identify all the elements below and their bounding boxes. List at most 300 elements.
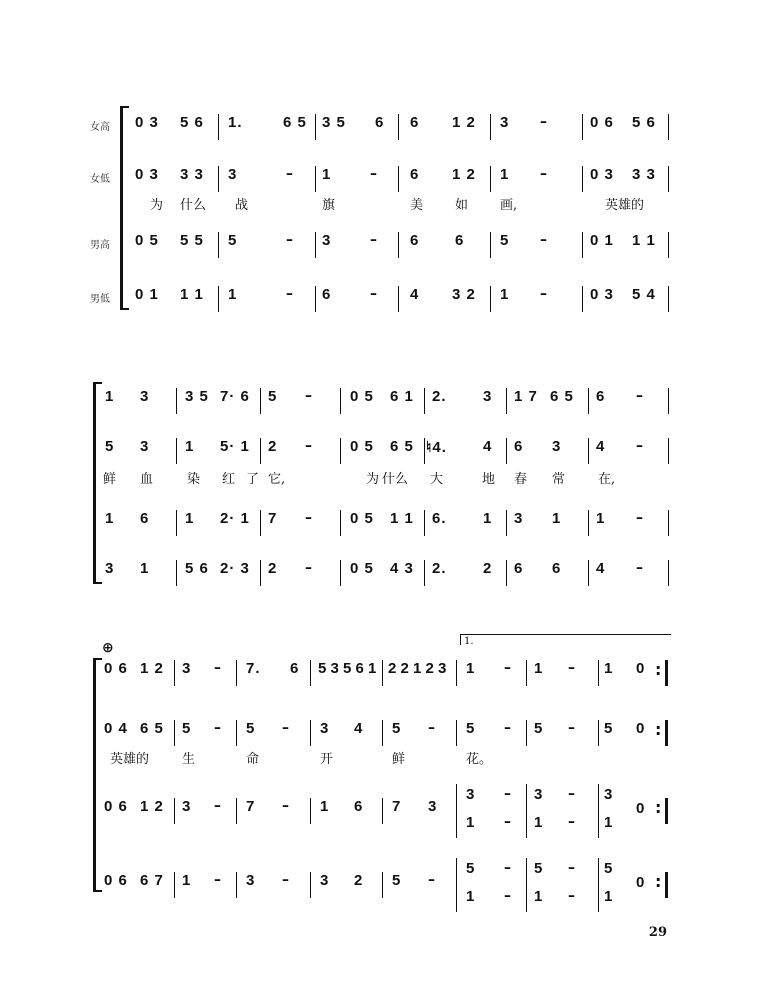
barline bbox=[174, 872, 175, 898]
barline bbox=[176, 560, 177, 586]
lyric: 春 bbox=[514, 472, 528, 487]
note: 0 bbox=[636, 720, 646, 737]
dash: – bbox=[504, 786, 511, 802]
note: 5 4 bbox=[632, 286, 656, 303]
note: 1 bbox=[228, 286, 238, 303]
final-barline bbox=[665, 872, 668, 898]
barline bbox=[260, 388, 261, 414]
dash: – bbox=[370, 286, 377, 302]
bass-row bbox=[0, 560, 762, 584]
barline bbox=[315, 232, 316, 258]
note: 2. bbox=[432, 560, 447, 577]
barline bbox=[506, 560, 507, 586]
barline bbox=[588, 510, 589, 536]
lyric: 常 bbox=[552, 472, 566, 487]
note: 2 bbox=[354, 872, 364, 889]
note: 3 bbox=[140, 388, 150, 405]
barline bbox=[340, 560, 341, 586]
part-label-alto: 女低 bbox=[90, 174, 110, 185]
note: 3 bbox=[500, 114, 510, 131]
barline bbox=[598, 720, 599, 746]
barline bbox=[398, 114, 399, 140]
note: 3 bbox=[428, 798, 438, 815]
barline bbox=[382, 660, 383, 686]
barline bbox=[382, 720, 383, 746]
note: 3 bbox=[105, 560, 115, 577]
barline bbox=[668, 114, 669, 140]
note: 3 3 bbox=[180, 166, 204, 183]
tenor-row bbox=[0, 786, 762, 831]
note: 1 2 bbox=[452, 114, 476, 131]
note: 0 6 bbox=[104, 798, 128, 815]
barline bbox=[424, 560, 425, 586]
note: 1 2 bbox=[140, 798, 164, 815]
dash: – bbox=[568, 860, 575, 876]
note: 4 bbox=[596, 438, 606, 455]
alto-row bbox=[0, 438, 762, 462]
barline bbox=[315, 286, 316, 312]
lyric: 画, bbox=[500, 198, 518, 213]
note: 3 bbox=[320, 720, 330, 737]
dash: – bbox=[370, 166, 377, 182]
barline bbox=[598, 660, 599, 686]
lyrics-row bbox=[0, 194, 762, 218]
barline bbox=[315, 114, 316, 140]
note: 0 1 bbox=[590, 232, 614, 249]
barline bbox=[398, 166, 399, 192]
note: 5 bbox=[466, 720, 476, 737]
note: 1 bbox=[552, 510, 562, 527]
note: 4 bbox=[596, 560, 606, 577]
note: 1 bbox=[105, 510, 115, 527]
final-barline bbox=[665, 720, 668, 746]
note: 1 2 bbox=[452, 166, 476, 183]
repeat-sign: : bbox=[655, 660, 662, 679]
dash: – bbox=[636, 388, 643, 404]
dash: – bbox=[540, 232, 547, 248]
part-label-soprano: 女高 bbox=[90, 122, 110, 133]
note: 5 bbox=[500, 232, 510, 249]
lyrics-row bbox=[0, 468, 762, 492]
dash: – bbox=[214, 720, 221, 736]
note: 3 bbox=[246, 872, 256, 889]
note: 3 2 bbox=[452, 286, 476, 303]
note: 3 bbox=[140, 438, 150, 455]
note: 0 5 bbox=[350, 388, 374, 405]
lyric: 鲜 bbox=[103, 472, 117, 487]
note: 7 bbox=[392, 798, 402, 815]
repeat-sign: : bbox=[655, 798, 662, 817]
note: 3 bbox=[322, 232, 332, 249]
dash: – bbox=[305, 388, 312, 404]
segno-icon: ⊕ bbox=[102, 640, 114, 656]
note: 5 3 5 6 1 bbox=[318, 660, 377, 677]
note: 0 5 bbox=[350, 438, 374, 455]
lyric: 鲜 bbox=[392, 752, 406, 767]
lyric: 它, bbox=[268, 472, 286, 487]
barline bbox=[490, 286, 491, 312]
barline bbox=[382, 798, 383, 824]
lyric: 了 bbox=[246, 472, 260, 487]
note: 4 3 bbox=[390, 560, 414, 577]
note: 6 7 bbox=[140, 872, 164, 889]
note: 0 bbox=[636, 660, 646, 677]
note: 3 bbox=[182, 660, 192, 677]
note: 5 bbox=[268, 388, 278, 405]
soprano-row bbox=[0, 660, 762, 684]
note: 2 bbox=[268, 438, 278, 455]
note: 1 bbox=[500, 166, 510, 183]
barline bbox=[424, 510, 425, 536]
barline bbox=[526, 660, 527, 686]
barline bbox=[174, 660, 175, 686]
dash: – bbox=[540, 114, 547, 130]
note: 5· 1 bbox=[220, 438, 250, 455]
note: 1 bbox=[534, 660, 544, 677]
note: 0 bbox=[636, 874, 646, 891]
lyric: 英雄的 bbox=[110, 752, 150, 767]
barline bbox=[598, 858, 599, 912]
barline bbox=[260, 438, 261, 464]
barline bbox=[582, 286, 583, 312]
barline bbox=[506, 438, 507, 464]
note: 1 7 bbox=[514, 388, 538, 405]
lyric: 英雄的 bbox=[605, 198, 645, 213]
note: 0 3 bbox=[590, 166, 614, 183]
dash: – bbox=[428, 872, 435, 888]
note: 5 bbox=[246, 720, 256, 737]
page-number: 29 bbox=[648, 925, 667, 940]
note: 5 bbox=[392, 720, 402, 737]
soprano-row bbox=[0, 114, 762, 138]
note: 3 3 bbox=[632, 166, 656, 183]
barline bbox=[236, 660, 237, 686]
note: 5 bbox=[534, 860, 544, 877]
lyric: 血 bbox=[140, 472, 154, 487]
dash: – bbox=[504, 814, 511, 830]
note: 1 1 bbox=[180, 286, 204, 303]
dash: – bbox=[568, 720, 575, 736]
note: 6 1 bbox=[390, 388, 414, 405]
barline bbox=[588, 438, 589, 464]
lyric: 大 bbox=[430, 472, 444, 487]
note: 3 bbox=[604, 786, 614, 803]
barline bbox=[582, 166, 583, 192]
dash: – bbox=[636, 560, 643, 576]
barline bbox=[668, 232, 669, 258]
note: 1 bbox=[182, 872, 192, 889]
barline bbox=[582, 114, 583, 140]
note: 1 bbox=[105, 388, 115, 405]
note: 6 bbox=[455, 232, 465, 249]
dash: – bbox=[305, 438, 312, 454]
note: 3 5 bbox=[185, 388, 209, 405]
note: 6 bbox=[290, 660, 300, 677]
barline bbox=[668, 438, 669, 464]
note: 6 bbox=[410, 114, 420, 131]
barline bbox=[176, 438, 177, 464]
note: 6 5 bbox=[140, 720, 164, 737]
bass-row bbox=[0, 860, 762, 905]
dash: – bbox=[568, 814, 575, 830]
barline bbox=[526, 784, 527, 838]
barline bbox=[340, 438, 341, 464]
note: 3 bbox=[552, 438, 562, 455]
note: 5 bbox=[182, 720, 192, 737]
note: 2· 1 bbox=[220, 510, 250, 527]
note: 2 bbox=[483, 560, 493, 577]
lyric: 命 bbox=[246, 752, 260, 767]
barline bbox=[218, 286, 219, 312]
dash: – bbox=[370, 232, 377, 248]
note: 7 bbox=[246, 798, 256, 815]
note: 5 bbox=[604, 860, 614, 877]
barline bbox=[668, 388, 669, 414]
note: 7· 6 bbox=[220, 388, 250, 405]
dash: – bbox=[286, 166, 293, 182]
barline bbox=[582, 232, 583, 258]
dash: – bbox=[568, 660, 575, 676]
barline bbox=[174, 720, 175, 746]
barline bbox=[668, 560, 669, 586]
note: 3 bbox=[534, 786, 544, 803]
lyrics-row bbox=[0, 748, 762, 772]
note: 0 3 bbox=[135, 166, 159, 183]
repeat-sign: : bbox=[655, 872, 662, 891]
note: 1 bbox=[466, 888, 476, 905]
note: 2· 3 bbox=[220, 560, 250, 577]
barline bbox=[424, 438, 425, 464]
note: 2 2 1 2 3 bbox=[388, 660, 447, 677]
note: 1 bbox=[604, 660, 614, 677]
note: 0 1 bbox=[135, 286, 159, 303]
barline bbox=[315, 166, 316, 192]
system-bracket bbox=[93, 658, 102, 892]
dash: – bbox=[282, 872, 289, 888]
note: 7 bbox=[268, 510, 278, 527]
dash: – bbox=[636, 438, 643, 454]
note: 0 4 bbox=[104, 720, 128, 737]
note: 0 6 bbox=[590, 114, 614, 131]
note: 6 5 bbox=[283, 114, 307, 131]
barline bbox=[456, 784, 457, 838]
note: 0 6 bbox=[104, 872, 128, 889]
lyric: 开 bbox=[320, 752, 334, 767]
lyric: 染 bbox=[187, 472, 201, 487]
note: 5 bbox=[228, 232, 238, 249]
note: 6 5 bbox=[550, 388, 574, 405]
dash: – bbox=[504, 860, 511, 876]
note: 3 5 bbox=[322, 114, 346, 131]
barline bbox=[526, 858, 527, 912]
lyric: 战 bbox=[235, 198, 249, 213]
note: 1 bbox=[466, 660, 476, 677]
soprano-row bbox=[0, 388, 762, 412]
note: 1 bbox=[483, 510, 493, 527]
alto-row bbox=[0, 720, 762, 744]
note: 3 bbox=[483, 388, 493, 405]
note: 5 bbox=[604, 720, 614, 737]
lyric: 如 bbox=[455, 198, 469, 213]
note: 3 bbox=[182, 798, 192, 815]
barline bbox=[310, 660, 311, 686]
lyric: 为 bbox=[150, 198, 164, 213]
barline bbox=[506, 510, 507, 536]
lyric: 生 bbox=[182, 752, 196, 767]
barline bbox=[260, 560, 261, 586]
note: 6 bbox=[596, 388, 606, 405]
barline bbox=[398, 232, 399, 258]
note: 1 1 bbox=[632, 232, 656, 249]
barline bbox=[588, 388, 589, 414]
note: 1 2 bbox=[140, 660, 164, 677]
note: 1 bbox=[604, 814, 614, 831]
barline bbox=[526, 720, 527, 746]
barline bbox=[668, 286, 669, 312]
volta-bracket bbox=[460, 634, 671, 645]
dash: – bbox=[568, 888, 575, 904]
dash: – bbox=[540, 166, 547, 182]
dash: – bbox=[636, 510, 643, 526]
note: 3 bbox=[320, 872, 330, 889]
note: 1 bbox=[534, 814, 544, 831]
volta-label: 1. bbox=[464, 636, 474, 647]
tenor-row bbox=[0, 232, 762, 256]
barline bbox=[456, 720, 457, 746]
note: 1 bbox=[604, 888, 614, 905]
lyric: 在, bbox=[598, 472, 616, 487]
alto-row bbox=[0, 166, 762, 190]
barline bbox=[236, 720, 237, 746]
note: 3 bbox=[514, 510, 524, 527]
barline bbox=[456, 858, 457, 912]
note: 1 1 bbox=[390, 510, 414, 527]
note: 6 bbox=[514, 560, 524, 577]
repeat-sign: : bbox=[655, 720, 662, 739]
note: 7. bbox=[246, 660, 261, 677]
barline bbox=[340, 510, 341, 536]
note: 0 5 bbox=[350, 510, 374, 527]
note: 3 bbox=[228, 166, 238, 183]
dash: – bbox=[282, 720, 289, 736]
note: 1 bbox=[185, 510, 195, 527]
note: 0 5 bbox=[350, 560, 374, 577]
lyric: 美 bbox=[410, 198, 424, 213]
note: 1 bbox=[596, 510, 606, 527]
note: 1 bbox=[320, 798, 330, 815]
note: 6 bbox=[354, 798, 364, 815]
barline bbox=[236, 872, 237, 898]
note: 1 bbox=[466, 814, 476, 831]
note: 6 bbox=[552, 560, 562, 577]
lyric: 为 bbox=[366, 472, 380, 487]
note: 1 bbox=[534, 888, 544, 905]
barline bbox=[340, 388, 341, 414]
note: 4 bbox=[410, 286, 420, 303]
note: 0 5 bbox=[135, 232, 159, 249]
note: 1. bbox=[228, 114, 243, 131]
dash: – bbox=[214, 798, 221, 814]
note: 0 3 bbox=[590, 286, 614, 303]
barline bbox=[310, 798, 311, 824]
lyric: 旗 bbox=[322, 198, 336, 213]
dash: – bbox=[286, 286, 293, 302]
dash: – bbox=[214, 660, 221, 676]
final-barline bbox=[665, 660, 668, 686]
note: 5 6 bbox=[632, 114, 656, 131]
tenor-row bbox=[0, 510, 762, 534]
lyric: 什么 bbox=[382, 472, 409, 487]
note: 5 6 bbox=[185, 560, 209, 577]
dash: – bbox=[504, 888, 511, 904]
barline bbox=[218, 166, 219, 192]
note: 1 bbox=[140, 560, 150, 577]
barline bbox=[668, 510, 669, 536]
lyric: 地 bbox=[482, 472, 496, 487]
note: ♮4. bbox=[426, 439, 447, 456]
note: 5 6 bbox=[180, 114, 204, 131]
barline bbox=[598, 784, 599, 838]
barline bbox=[236, 798, 237, 824]
note: 5 bbox=[466, 860, 476, 877]
barline bbox=[218, 232, 219, 258]
final-barline bbox=[665, 798, 668, 824]
note: 0 bbox=[636, 800, 646, 817]
dash: – bbox=[282, 798, 289, 814]
barline bbox=[668, 166, 669, 192]
barline bbox=[176, 510, 177, 536]
dash: – bbox=[504, 660, 511, 676]
note: 1 bbox=[322, 166, 332, 183]
note: 6 bbox=[375, 114, 385, 131]
note: 6 bbox=[410, 232, 420, 249]
note: 2. bbox=[432, 388, 447, 405]
barline bbox=[310, 720, 311, 746]
dash: – bbox=[305, 560, 312, 576]
note: 3 bbox=[466, 786, 476, 803]
note: 6 5 bbox=[390, 438, 414, 455]
note: 6. bbox=[432, 510, 447, 527]
barline bbox=[176, 388, 177, 414]
note: 4 bbox=[483, 438, 493, 455]
note: 5 bbox=[392, 872, 402, 889]
part-label-tenor: 男高 bbox=[90, 240, 110, 251]
barline bbox=[456, 660, 457, 686]
barline bbox=[398, 286, 399, 312]
barline bbox=[490, 232, 491, 258]
note: 6 bbox=[322, 286, 332, 303]
note: 5 5 bbox=[180, 232, 204, 249]
dash: – bbox=[504, 720, 511, 736]
barline bbox=[382, 872, 383, 898]
barline bbox=[310, 872, 311, 898]
barline bbox=[490, 166, 491, 192]
dash: – bbox=[568, 786, 575, 802]
lyric: 花。 bbox=[466, 752, 493, 767]
note: 6 bbox=[514, 438, 524, 455]
barline bbox=[588, 560, 589, 586]
note: 6 bbox=[410, 166, 420, 183]
barline bbox=[490, 114, 491, 140]
note: 5 bbox=[534, 720, 544, 737]
barline bbox=[218, 114, 219, 140]
note: 4 bbox=[354, 720, 364, 737]
dash: – bbox=[214, 872, 221, 888]
bass-row bbox=[0, 286, 762, 310]
lyric: 什么 bbox=[180, 198, 207, 213]
note: 2 bbox=[268, 560, 278, 577]
note: 0 6 bbox=[104, 660, 128, 677]
